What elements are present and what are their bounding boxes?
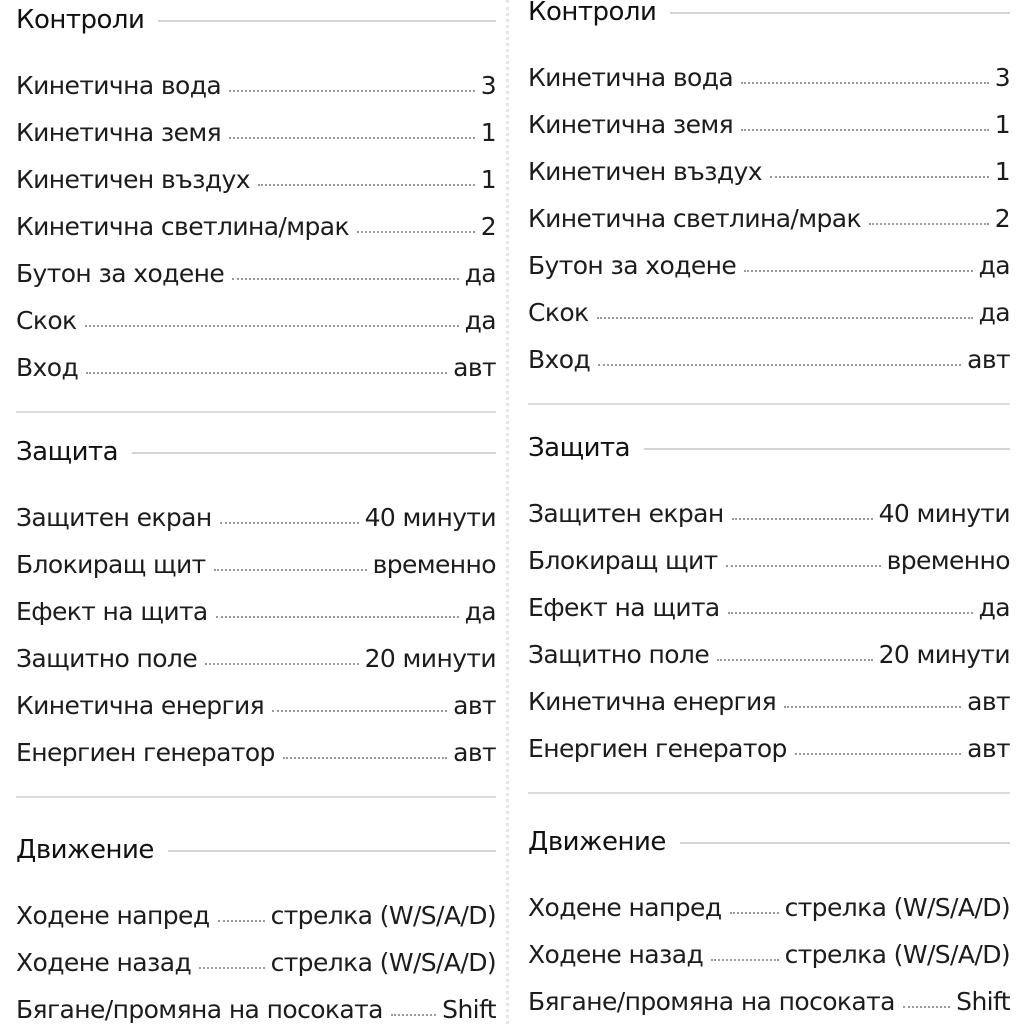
control-value: авт	[967, 734, 1010, 763]
section-title: Движение	[16, 835, 154, 865]
control-label: Кинетична енергия	[16, 691, 265, 720]
section-3	[528, 822, 1010, 1025]
control-value: 1	[994, 157, 1010, 186]
control-value: да	[464, 597, 496, 626]
dotted-leader	[726, 565, 881, 567]
control-row	[16, 892, 496, 939]
dotted-leader	[597, 317, 973, 319]
control-row	[16, 250, 496, 297]
section-1	[528, 0, 1010, 383]
control-label: Кинетична земя	[528, 110, 734, 139]
control-value: авт	[967, 345, 1010, 374]
control-value: 40 минути	[364, 503, 496, 532]
control-row	[16, 344, 496, 391]
dotted-leader	[728, 612, 973, 614]
section-rows	[16, 892, 496, 1033]
control-row	[528, 195, 1010, 242]
dotted-leader	[903, 1006, 950, 1008]
control-row	[528, 336, 1010, 383]
dotted-leader	[744, 270, 972, 272]
section-header	[16, 830, 496, 870]
dotted-leader	[795, 753, 961, 755]
section-rows	[528, 54, 1010, 383]
control-value: стрелка (W/S/A/D)	[270, 901, 496, 930]
control-label: Ефект на щита	[16, 597, 208, 626]
control-row	[528, 537, 1010, 584]
dotted-leader	[283, 757, 447, 759]
section-title-rule	[670, 12, 1010, 14]
dotted-leader	[258, 184, 475, 186]
section-divider	[528, 792, 1010, 794]
dotted-leader	[232, 278, 458, 280]
control-label: Бягане/промяна на посоката	[528, 987, 895, 1016]
section-title-rule	[158, 20, 496, 22]
control-value: временно	[886, 546, 1010, 575]
dotted-leader	[272, 710, 447, 712]
section-divider	[16, 796, 496, 798]
control-label: Ходене назад	[528, 940, 704, 969]
control-value: 40 минути	[878, 499, 1010, 528]
control-row	[16, 203, 496, 250]
control-value: Shift	[442, 995, 496, 1024]
control-row	[16, 62, 496, 109]
control-row	[528, 54, 1010, 101]
control-row	[16, 109, 496, 156]
section-title: Контроли	[16, 5, 145, 35]
dotted-leader	[229, 137, 475, 139]
section-title-rule	[644, 448, 1010, 450]
dotted-leader	[391, 1014, 436, 1016]
control-value: 2	[994, 204, 1010, 233]
control-value: да	[464, 259, 496, 288]
dotted-leader	[770, 176, 989, 178]
control-row	[528, 101, 1010, 148]
control-label: Кинетична вода	[16, 71, 222, 100]
control-row	[16, 635, 496, 682]
control-row	[16, 729, 496, 776]
control-row	[16, 297, 496, 344]
section-2	[16, 432, 496, 776]
control-value: да	[978, 251, 1010, 280]
control-value: 20 минути	[364, 644, 496, 673]
section-header	[528, 822, 1010, 862]
dotted-leader	[717, 659, 872, 661]
control-value: 1	[994, 110, 1010, 139]
control-value: да	[978, 298, 1010, 327]
control-row	[16, 494, 496, 541]
dotted-leader	[784, 706, 961, 708]
dotted-leader	[218, 920, 265, 922]
section-title: Защита	[528, 433, 631, 463]
section-title-rule	[680, 842, 1010, 844]
dotted-leader	[220, 522, 359, 524]
control-value: да	[978, 593, 1010, 622]
column-divider	[506, 0, 509, 1024]
control-label: Блокиращ щит	[528, 546, 718, 575]
section-header	[528, 428, 1010, 468]
control-value: Shift	[956, 987, 1010, 1016]
control-label: Бягане/промяна на посоката	[16, 995, 383, 1024]
control-value: да	[464, 306, 496, 335]
dotted-leader	[229, 90, 475, 92]
control-row	[528, 490, 1010, 537]
control-label: Вход	[528, 345, 591, 374]
control-row	[528, 289, 1010, 336]
section-2	[528, 428, 1010, 772]
control-row	[16, 588, 496, 635]
control-value: 3	[480, 71, 496, 100]
control-value: авт	[967, 687, 1010, 716]
control-label: Защитно поле	[16, 644, 198, 673]
section-rows	[16, 62, 496, 391]
dotted-leader	[730, 912, 779, 914]
control-row	[528, 931, 1010, 978]
control-row	[16, 986, 496, 1033]
control-value: стрелка (W/S/A/D)	[270, 948, 496, 977]
control-value: авт	[453, 353, 496, 382]
section-header	[16, 432, 496, 472]
control-row	[528, 631, 1010, 678]
dotted-leader	[711, 959, 778, 961]
control-row	[528, 978, 1010, 1025]
control-label: Кинетична светлина/мрак	[16, 212, 350, 241]
dotted-leader	[357, 231, 475, 233]
control-row	[528, 584, 1010, 631]
section-rows	[528, 490, 1010, 772]
control-label: Бутон за ходене	[528, 251, 737, 280]
dotted-leader	[86, 372, 447, 374]
section-rows	[528, 884, 1010, 1025]
control-label: Енергиен генератор	[528, 734, 787, 763]
control-label: Ходене назад	[16, 948, 192, 977]
control-row	[16, 939, 496, 986]
dotted-leader	[741, 129, 989, 131]
section-title: Движение	[528, 827, 666, 857]
control-value: авт	[453, 691, 496, 720]
control-label: Защитен екран	[16, 503, 212, 532]
control-row	[528, 678, 1010, 725]
dotted-leader	[216, 616, 459, 618]
control-value: 20 минути	[878, 640, 1010, 669]
control-label: Кинетична вода	[528, 63, 734, 92]
dotted-leader	[598, 364, 961, 366]
control-value: временно	[372, 550, 496, 579]
dotted-leader	[741, 82, 989, 84]
control-row	[528, 242, 1010, 289]
control-row	[16, 541, 496, 588]
dotted-leader	[205, 663, 358, 665]
control-label: Ходене напред	[16, 901, 210, 930]
control-label: Бутон за ходене	[16, 259, 225, 288]
control-value: авт	[453, 738, 496, 767]
section-header	[16, 0, 496, 40]
section-title: Контроли	[528, 0, 657, 27]
dotted-leader	[869, 223, 989, 225]
control-label: Ходене напред	[528, 893, 722, 922]
control-value: 2	[480, 212, 496, 241]
section-1	[16, 0, 496, 391]
section-divider	[16, 411, 496, 413]
control-label: Защитен екран	[528, 499, 724, 528]
control-row	[16, 156, 496, 203]
control-label: Ефект на щита	[528, 593, 720, 622]
control-value: стрелка (W/S/A/D)	[784, 940, 1010, 969]
section-title: Защита	[16, 437, 119, 467]
section-title-rule	[132, 452, 496, 454]
section-rows	[16, 494, 496, 776]
section-header	[528, 0, 1010, 32]
dotted-leader	[85, 325, 459, 327]
control-label: Скок	[528, 298, 589, 327]
control-label: Вход	[16, 353, 79, 382]
control-label: Кинетичен въздух	[528, 157, 762, 186]
control-label: Блокиращ щит	[16, 550, 206, 579]
control-value: 3	[994, 63, 1010, 92]
control-label: Защитно поле	[528, 640, 710, 669]
dotted-leader	[214, 569, 367, 571]
control-row	[16, 682, 496, 729]
control-value: стрелка (W/S/A/D)	[784, 893, 1010, 922]
dotted-leader	[199, 967, 264, 969]
control-row	[528, 884, 1010, 931]
section-3	[16, 830, 496, 1033]
control-row	[528, 725, 1010, 772]
control-label: Кинетична светлина/мрак	[528, 204, 862, 233]
control-value: 1	[480, 165, 496, 194]
control-label: Енергиен генератор	[16, 738, 275, 767]
control-label: Кинетична енергия	[528, 687, 777, 716]
control-label: Скок	[16, 306, 77, 335]
section-divider	[528, 403, 1010, 405]
control-label: Кинетичен въздух	[16, 165, 250, 194]
control-label: Кинетична земя	[16, 118, 222, 147]
control-row	[528, 148, 1010, 195]
dotted-leader	[732, 518, 873, 520]
section-title-rule	[168, 850, 496, 852]
control-value: 1	[480, 118, 496, 147]
